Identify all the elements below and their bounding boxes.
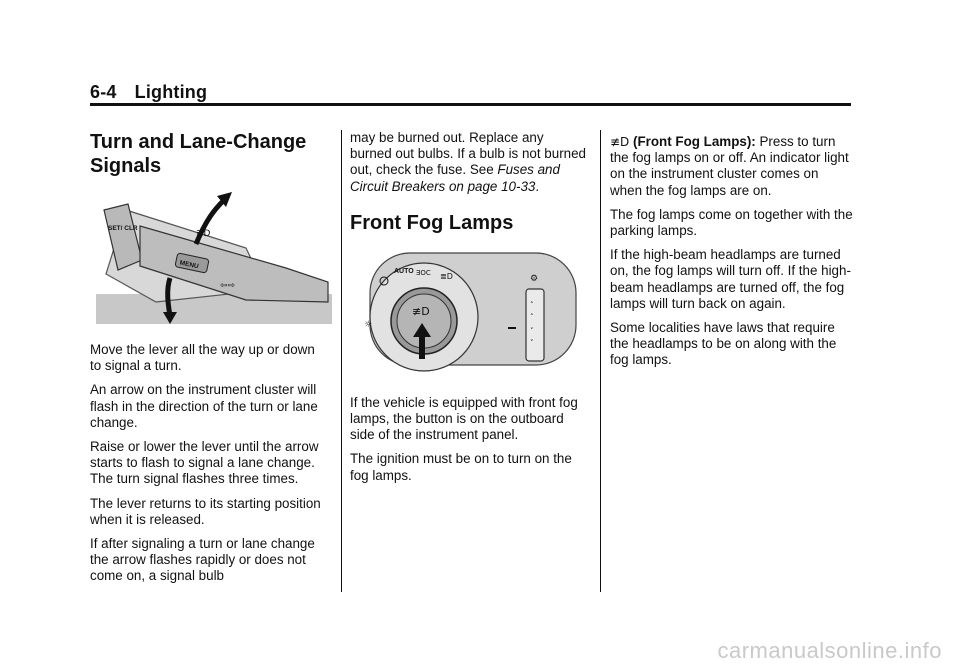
col2-para-1: If the vehicle is equipped with front fog lamps, the button is on the outboard side of the instrument panel. bbox=[350, 394, 578, 443]
heading-front-fog-lamps: Front Fog Lamps bbox=[350, 211, 514, 234]
svg-text:˅: ˅ bbox=[530, 338, 534, 347]
col1-para-4: The lever returns to its starting position when it is released. bbox=[90, 495, 321, 527]
col2-para-2: The ignition must be on to turn on the fog lamps. bbox=[350, 451, 572, 483]
lever-menu-label: MENU bbox=[179, 259, 200, 271]
section-number: 6-4 bbox=[90, 82, 117, 102]
col1-para-2: An arrow on the instrument cluster will flash in the direction of the turn or lane change. bbox=[90, 382, 318, 430]
col2-continued: may be burned out. Replace any burned out bulbs. If a bulb is not burned out, check the fuse. See Fuses and Circuit Breakers on page 10-33. bbox=[350, 130, 586, 194]
col3-para-1: The fog lamps come on together with the parking lamps. bbox=[610, 206, 853, 239]
svg-text:☼: ☼ bbox=[364, 319, 373, 330]
col1-para-3: Raise or lower the lever until the arrow starts to flash to signal a lane change. The turn signal flashes three times. bbox=[90, 439, 319, 487]
column-2 bbox=[350, 130, 586, 492]
svg-text:ƎOC: ƎOC bbox=[416, 268, 431, 277]
svg-text:˅: ˅ bbox=[530, 326, 534, 335]
column-divider-2 bbox=[600, 130, 601, 592]
page-header bbox=[90, 82, 207, 103]
column-divider-1 bbox=[341, 130, 342, 592]
svg-text:˄: ˄ bbox=[530, 312, 534, 321]
col3-para-2: If the high-beam headlamps are turned on, the fog lamps will turn off. If the high-beam headlamps are turned off, the fog lamps will turn back on again. bbox=[610, 247, 851, 311]
svg-text:⇦⇨: ⇦⇨ bbox=[220, 281, 236, 291]
fog-lamps-label: (Front Fog Lamps): bbox=[633, 134, 756, 149]
fog-lamp-icon: ≢D bbox=[610, 135, 630, 149]
svg-text:⚙: ⚙ bbox=[530, 273, 539, 284]
fog-lamp-switch-figure bbox=[350, 247, 578, 375]
turn-signal-lever-figure bbox=[96, 190, 332, 324]
col1-para-1: Move the lever all the way up or down to signal a turn. bbox=[90, 342, 315, 374]
fog-lamps-description: ≢D (Front Fog Lamps): Press to turn the fog lamps on or off. An indicator light on the instrument cluster comes on when the fog lamps are on. bbox=[610, 134, 849, 198]
svg-text:≣D: ≣D bbox=[196, 229, 211, 239]
column-3 bbox=[610, 134, 854, 377]
heading-turn-signals: Turn and Lane-Change Signals bbox=[90, 131, 307, 177]
col3-para-3: Some localities have laws that require the headlamps to be on along with the fog lamps. bbox=[610, 320, 837, 368]
section-title: Lighting bbox=[134, 82, 208, 102]
svg-text:˄: ˄ bbox=[530, 300, 534, 309]
svg-text:≣D: ≣D bbox=[440, 271, 453, 281]
column-1 bbox=[90, 130, 328, 593]
lever-set-clr-label: SET/ CLR bbox=[108, 225, 138, 232]
header-rule bbox=[90, 103, 851, 106]
xref-fuses[interactable]: Fuses and Circuit Breakers on page 10-33 bbox=[350, 162, 560, 194]
watermark: carmanualsonline.info bbox=[717, 638, 942, 663]
fog-switch-auto-label: AUTO bbox=[394, 267, 414, 275]
svg-text:≢D: ≢D bbox=[412, 304, 430, 318]
col1-para-5: If after signaling a turn or lane change the arrow flashes rapidly or does not come on, a signal bulb bbox=[90, 536, 315, 584]
